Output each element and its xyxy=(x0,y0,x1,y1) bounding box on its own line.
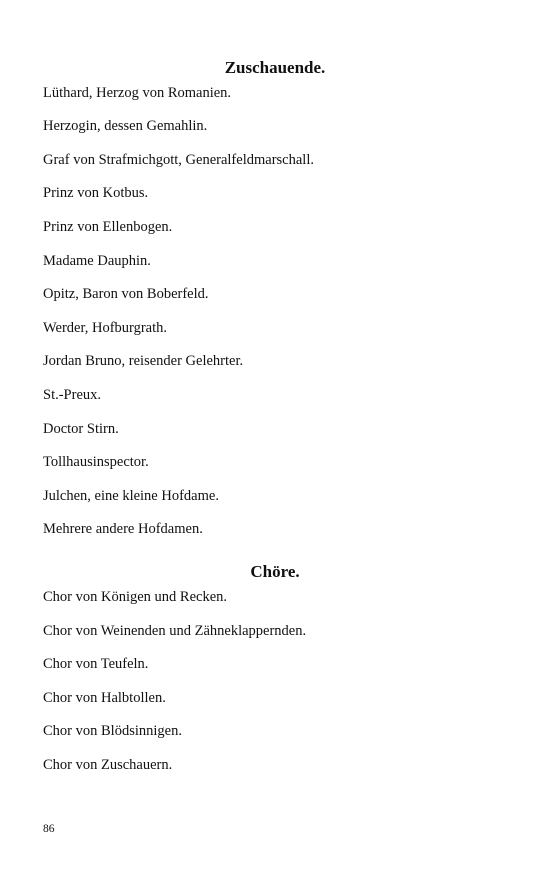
cast-entry: Prinz von Kotbus. xyxy=(43,185,149,201)
cast-entry: Jordan Bruno, reisender Gelehrter. xyxy=(43,353,244,369)
section-heading-zuschauende: Zuschauende. xyxy=(224,58,326,77)
chorus-entry: Chor von Königen und Recken. xyxy=(43,589,228,605)
cast-entry: Tollhausinspector. xyxy=(43,454,149,470)
cast-entry: Herzogin, dessen Gemahlin. xyxy=(43,118,208,134)
chorus-entry: Chor von Blödsinnigen. xyxy=(43,723,182,739)
cast-entry: Werder, Hofburgrath. xyxy=(43,320,168,336)
page-number: 86 xyxy=(43,823,55,835)
cast-entry: Graf von Strafmichgott, Generalfeldmarschall. xyxy=(43,152,314,168)
cast-entry: Mehrere andere Hofdamen. xyxy=(43,521,203,537)
cast-entry: Opitz, Baron von Boberfeld. xyxy=(43,286,209,302)
chorus-entry: Chor von Zuschauern. xyxy=(43,757,173,773)
cast-entry: St.-Preux. xyxy=(43,387,101,403)
chorus-entry: Chor von Weinenden und Zähneklappernden. xyxy=(43,623,307,639)
cast-entry: Julchen, eine kleine Hofdame. xyxy=(43,488,219,504)
cast-entry: Lüthard, Herzog von Romanien. xyxy=(43,85,232,101)
section-heading-choere: Chöre. xyxy=(250,562,300,581)
chorus-entry: Chor von Teufeln. xyxy=(43,656,149,672)
cast-entry: Doctor Stirn. xyxy=(43,421,119,437)
cast-entry: Madame Dauphin. xyxy=(43,253,151,269)
chorus-entry: Chor von Halbtollen. xyxy=(43,690,166,706)
cast-entry: Prinz von Ellenbogen. xyxy=(43,219,173,235)
